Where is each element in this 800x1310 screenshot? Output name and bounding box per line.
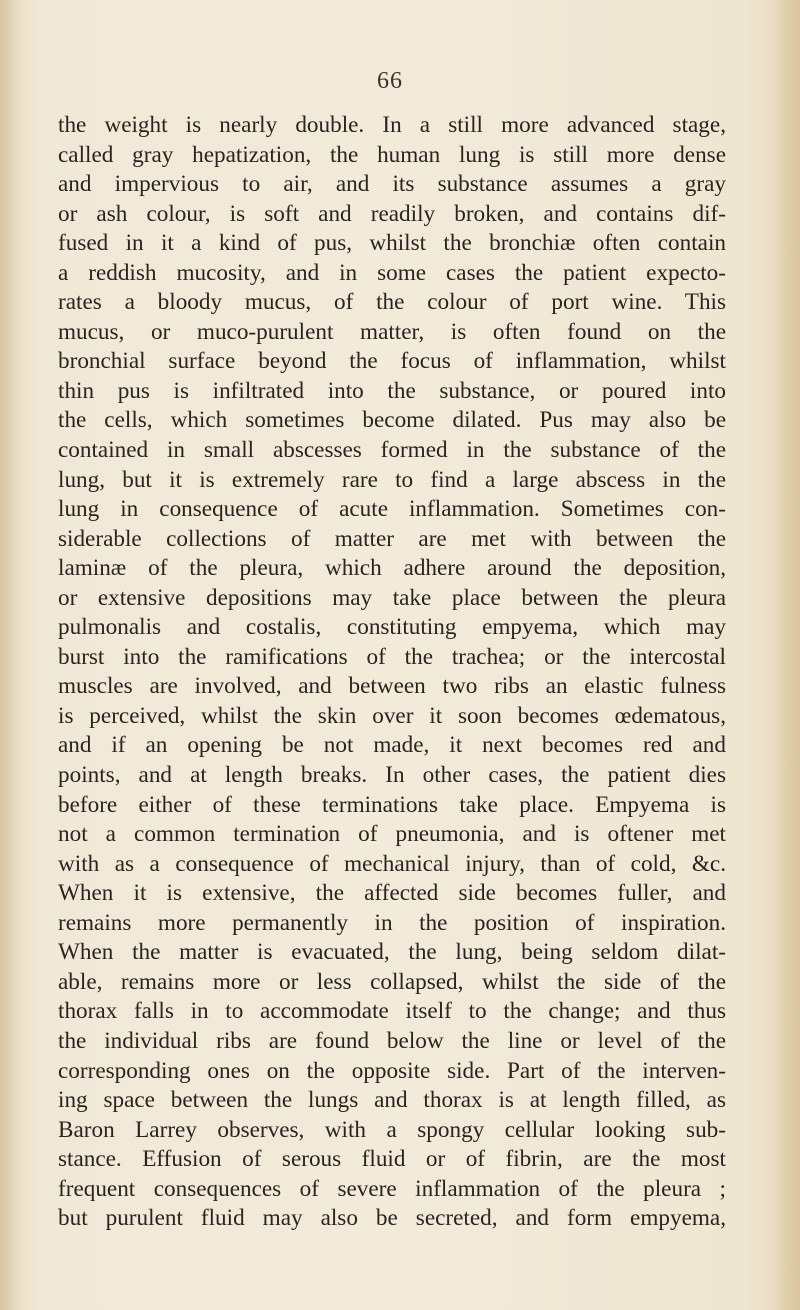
text-line: pulmonalis and costalis, constituting empyema, which may — [58, 614, 726, 641]
text-line: called gray hepatization, the human lung is still more dense — [58, 141, 726, 168]
text-line: fused in it a kind of pus, whilst the bronchiæ often contain — [58, 230, 726, 257]
text-line: lung, but it is extremely rare to find a large abscess in the — [58, 466, 726, 493]
text-line: laminæ of the pleura, which adhere around the deposition, — [58, 555, 726, 582]
text-line: Baron Larrey observes, with a spongy cellular looking sub- — [58, 1116, 726, 1143]
text-line: or ash colour, is soft and readily broken, and contains dif- — [58, 200, 726, 227]
body-text — [58, 111, 726, 1234]
text-line: thorax falls in to accommodate itself to the change; and thus — [58, 998, 726, 1025]
text-line: remains more permanently in the position of inspiration. — [58, 909, 726, 936]
page-left-edge-shadow — [0, 0, 22, 1310]
text-line: and impervious to air, and its substance assumes a gray — [58, 171, 726, 198]
text-line: a reddish mucosity, and in some cases the patient expecto- — [58, 259, 726, 286]
text-line: not a common termination of pneumonia, and is oftener met — [58, 821, 726, 848]
text-line: able, remains more or less collapsed, whilst the side of the — [58, 968, 726, 995]
text-line: points, and at length breaks. In other cases, the patient dies — [58, 762, 726, 789]
text-line: corresponding ones on the opposite side. Part of the interven- — [58, 1057, 726, 1084]
text-line: burst into the ramifications of the trachea; or the intercostal — [58, 643, 726, 670]
text-line: or extensive depositions may take place between the pleura — [58, 584, 726, 611]
page-right-edge-shadow — [770, 0, 800, 1310]
text-line: before either of these terminations take place. Empyema is — [58, 791, 726, 818]
text-line: siderable collections of matter are met with between the — [58, 525, 726, 552]
text-line: and if an opening be not made, it next becomes red and — [58, 732, 726, 759]
text-line: the weight is nearly double. In a still more advanced stage, — [58, 112, 726, 138]
text-line: rates a bloody mucus, of the colour of port wine. This — [58, 289, 726, 316]
text-line: bronchial surface beyond the focus of inflammation, whilst — [58, 348, 726, 375]
text-line: muscles are involved, and between two ribs an elastic fulness — [58, 673, 726, 700]
text-line: lung in consequence of acute inflammation. Sometimes con- — [58, 496, 726, 523]
text-line: frequent consequences of severe inflammation of the pleura ; — [58, 1175, 726, 1202]
text-line: with as a consequence of mechanical injury, than of cold, &c. — [58, 850, 726, 877]
text-line: mucus, or muco-purulent matter, is often found on the — [58, 318, 726, 345]
text-line: but purulent fluid may also be secreted, and form empyema, — [58, 1205, 726, 1232]
text-line: ing space between the lungs and thorax is at length filled, as — [58, 1087, 726, 1114]
text-line: is perceived, whilst the skin over it soon becomes œdematous, — [58, 702, 726, 729]
text-line: the individual ribs are found below the line or level of the — [58, 1027, 726, 1054]
text-line: stance. Effusion of serous fluid or of fibrin, are the most — [58, 1146, 726, 1173]
text-line: thin pus is infiltrated into the substance, or poured into — [58, 377, 726, 404]
text-line: When it is extensive, the affected side becomes fuller, and — [58, 880, 726, 907]
page-number: 66 — [377, 68, 403, 94]
text-line: contained in small abscesses formed in the substance of the — [58, 437, 726, 464]
text-line: the cells, which sometimes become dilated. Pus may also be — [58, 407, 726, 434]
text-line: When the matter is evacuated, the lung, being seldom dilat- — [58, 939, 726, 966]
